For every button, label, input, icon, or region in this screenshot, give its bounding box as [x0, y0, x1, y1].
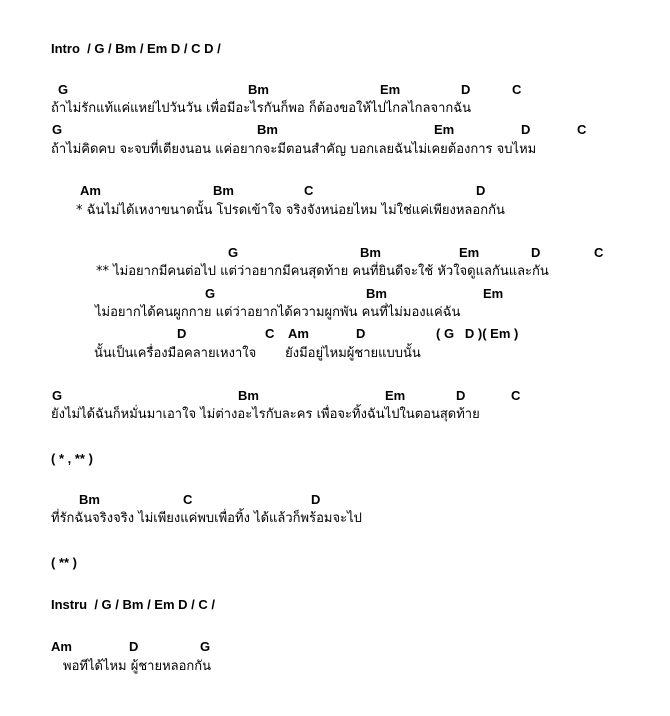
chord: Bm — [213, 183, 234, 198]
chord: Bm — [257, 122, 278, 137]
chord: D — [521, 122, 531, 137]
lyric-line: * ฉันไม่ได้เหงาขนาดนั้น โปรดเข้าใจ จริงจังหน่อยไหม ไม่ใช่แค่เพียงหลอกกัน — [76, 203, 505, 218]
chord: G — [58, 82, 69, 97]
chord-line-pre — [0, 184, 670, 199]
chord-line-hook-1 — [0, 246, 670, 261]
lyric-line: ยังไม่ได้ฉันก็หมั่นมาเอาใจ ไม่ต่างอะไรกับละคร เพื่อจะทิ้งฉันไปในตอนสุดท้าย — [51, 407, 480, 422]
chord: Bm — [79, 492, 100, 507]
chord-line-verse1-2 — [0, 123, 670, 138]
chord: Em — [385, 388, 406, 403]
chord: Em — [380, 82, 401, 97]
chord: D — [456, 388, 466, 403]
repeat-marker: ( ** ) — [51, 555, 77, 570]
chord-line-verse1-1 — [0, 83, 670, 98]
lyric-line: ถ้าไม่คิดคบ จะจบที่เตียงนอน แค่อยากจะมีตอนสำคัญ บอกเลยฉันไม่เคยต้องการ จบไหม — [51, 142, 537, 157]
lyric-line: พอทีได้ไหม ผู้ชายหลอกกัน — [63, 659, 212, 674]
chord: D — [356, 326, 366, 341]
chord: G — [228, 245, 239, 260]
chord: Bm — [366, 286, 387, 301]
chord: D — [311, 492, 321, 507]
chord: Em — [459, 245, 480, 260]
chord: D — [129, 639, 139, 654]
chord: Bm — [360, 245, 381, 260]
chord: C — [265, 326, 275, 341]
chord: ( G D )( Em ) — [436, 326, 519, 341]
chord: D — [177, 326, 187, 341]
chord: G — [205, 286, 216, 301]
lyric-line: ** ไม่อยากมีคนต่อไป แต่ว่าอยากมีคนสุดท้าย คนที่ยินดีจะใช้ หัวใจดูแลกันและกัน — [96, 264, 549, 279]
chord: G — [52, 122, 63, 137]
chord: C — [304, 183, 314, 198]
chord: C — [183, 492, 193, 507]
chord: Em — [434, 122, 455, 137]
chord-line-hook-2 — [0, 287, 670, 302]
chord: Bm — [238, 388, 259, 403]
lyric-line: ไม่อยากได้คนผูกกาย แต่ว่าอยากได้ความผูกพัน คนที่ไม่มองแค่ฉัน — [95, 305, 461, 320]
chord-line-outro — [0, 640, 670, 655]
chord-line-hook-3 — [0, 327, 670, 342]
chord: G — [52, 388, 63, 403]
chord: D — [531, 245, 541, 260]
chord: C — [512, 82, 522, 97]
intro-line: Intro / G / Bm / Em D / C D / — [51, 41, 221, 56]
repeat-marker: ( * , ** ) — [51, 451, 93, 466]
chord: C — [594, 245, 604, 260]
chord: C — [511, 388, 521, 403]
chord: Am — [288, 326, 309, 341]
chord: C — [577, 122, 587, 137]
instru-line: Instru / G / Bm / Em D / C / — [51, 597, 215, 612]
lyric-line: ถ้าไม่รักแท้แค่แหย่ไปวันวัน เพื่อมีอะไรกันก็พอ ก็ต้องขอให้ไปไกลไกลจากฉัน — [51, 101, 472, 116]
chord: Em — [483, 286, 504, 301]
chord: Bm — [248, 82, 269, 97]
chord-line-bridge — [0, 493, 670, 508]
chord-line-verse2 — [0, 389, 670, 404]
chord: Am — [80, 183, 101, 198]
chord: D — [476, 183, 486, 198]
chord: G — [200, 639, 211, 654]
chord: D — [461, 82, 471, 97]
chord: Am — [51, 639, 72, 654]
lyric-line: นั้นเป็นเครื่องมือคลายเหงาใจ ยังมีอยู่ไหมผู้ชายแบบนั้น — [94, 346, 421, 361]
lyric-line: ที่รักฉันจริงจริง ไม่เพียงแค่พบเพื่อทิ้ง ได้แล้วก็พร้อมจะไป — [51, 511, 362, 526]
